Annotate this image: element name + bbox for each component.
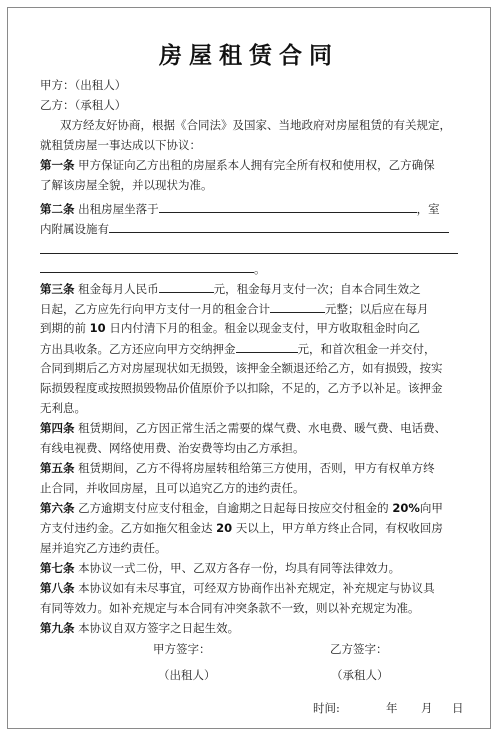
address-blank xyxy=(159,201,417,213)
clause-3-text-2a: 日起，乙方应先行向甲方支付一月的租金合计 xyxy=(40,302,270,316)
facilities-blank-2 xyxy=(40,253,458,254)
clause-2-text-2: ，室 xyxy=(416,202,440,216)
clause-3-line-3 xyxy=(40,321,420,335)
clause-4-line-1 xyxy=(40,421,446,435)
clause-8-text-1: 本协议如有未尽事宜，可经双方协商作出补充规定，补充规定与协议具 xyxy=(78,581,435,595)
clause-1-heading: 第一条 xyxy=(40,158,75,172)
party-a-role: （出租人） xyxy=(158,668,216,682)
year-label: 年 xyxy=(386,701,398,715)
clause-3-line-6: 际损毁程度或按照损毁物品价值原价予以扣除，不足的，乙方予以补足。该押金 xyxy=(40,381,443,395)
clause-3-line-7: 无利息。 xyxy=(40,401,86,415)
clause-3-line-4 xyxy=(40,341,436,356)
days-number: 10 xyxy=(89,321,106,335)
preamble-line-1: 双方经友好协商，根据《合同法》及国家、当地政府对房屋租赁的有关规定， xyxy=(60,118,451,132)
clause-3-text-1b: 元，租金每月支付一次；自本合同生效之 xyxy=(213,282,421,296)
clause-6-text-1b: 向甲 xyxy=(419,501,443,515)
deposit-blank xyxy=(236,341,298,353)
clause-4-text-1: 租赁期间，乙方因正常生活之需要的煤气费、水电费、暖气费、电话费、 xyxy=(78,421,447,435)
clause-2-heading: 第二条 xyxy=(40,202,75,216)
clause-5-line-1 xyxy=(40,461,435,475)
clause-8-line-1 xyxy=(40,581,435,595)
clause-6-text-1a: 乙方逾期支付应支付租金，自逾期之日起每日按应交付租金的 xyxy=(78,501,393,515)
clause-3-text-4a: 方出具收条。乙方还应向甲方交纳押金 xyxy=(40,342,236,356)
clause-6-text-2a: 方支付违约金。乙方如拖欠租金达 xyxy=(40,521,217,535)
month-label: 月 xyxy=(421,701,433,715)
facilities-blank-3 xyxy=(40,261,254,273)
clause-2-line-1 xyxy=(40,201,440,216)
preamble-line-2: 就租赁房屋一事达成以下协议： xyxy=(40,138,201,152)
clause-2-text-3: 内附属设施有 xyxy=(40,222,109,236)
clause-4-heading: 第四条 xyxy=(40,421,75,435)
clause-1-line-1 xyxy=(40,158,435,172)
facilities-blank-1 xyxy=(109,221,449,233)
clause-5-heading: 第五条 xyxy=(40,461,75,475)
party-b-role: （承租人） xyxy=(331,668,389,682)
first-rent-blank xyxy=(270,301,325,313)
clause-6-line-2 xyxy=(40,521,443,535)
overdue-days-number: 20 xyxy=(216,521,233,535)
clause-9-line-1 xyxy=(40,621,239,635)
clause-7-heading: 第七条 xyxy=(40,561,75,575)
party-a-line: 甲方：（出租人） xyxy=(40,78,127,92)
party-b-line: 乙方：（承租人） xyxy=(40,98,127,112)
clause-8-line-2: 有同等效力。如补充规定与本合同有冲突条款不一致，则以补充规定为准。 xyxy=(40,601,420,615)
clause-3-text-3b: 日内付清下月的租金。租金以现金支付，甲方收取租金时向乙 xyxy=(105,321,420,335)
clause-9-heading: 第九条 xyxy=(40,621,75,635)
clause-9-text-1: 本协议自双方签字之日起生效。 xyxy=(78,621,240,635)
party-a-signature-label: 甲方签字： xyxy=(153,642,211,656)
clause-3-text-1a: 租金每月人民币 xyxy=(78,282,159,296)
clause-2-line-4 xyxy=(40,261,266,276)
clause-2-end: 。 xyxy=(254,262,266,276)
clause-1-text-1: 甲方保证向乙方出租的房屋系本人拥有完全所有权和使用权，乙方确保 xyxy=(78,158,435,172)
clause-7-text-1: 本协议一式二份，甲、乙双方各存一份，均具有同等法律效力。 xyxy=(78,561,401,575)
clause-2-text-1: 出租房屋坐落于 xyxy=(78,202,159,216)
contract-page xyxy=(7,7,491,729)
clause-3-text-4b: 元，和首次租金一并交付， xyxy=(297,342,436,356)
clause-7-line-1 xyxy=(40,561,400,575)
clause-6-text-2b: 天以上，甲方单方终止合同，有权收回房 xyxy=(232,521,443,535)
clause-2-line-2 xyxy=(40,221,449,236)
penalty-percent: 20% xyxy=(392,501,420,515)
clause-4-line-2: 有线电视费、网络使用费、治安费等均由乙方承担。 xyxy=(40,441,305,455)
clause-1-line-2: 了解该房屋全貌，并以现状为准。 xyxy=(40,178,213,192)
clause-5-line-2: 止合同，并收回房屋，且可以追究乙方的违约责任。 xyxy=(40,481,305,495)
clause-3-line-1 xyxy=(40,281,421,296)
clause-3-line-5: 合同到期后乙方对房屋现状如无损毁，该押金全额退还给乙方，如有损毁，按实 xyxy=(40,361,443,375)
clause-3-text-3a: 到期的前 xyxy=(40,321,90,335)
contract-title: 房屋租赁合同 xyxy=(159,43,339,69)
clause-5-text-1: 租赁期间，乙方不得将房屋转租给第三方使用，否则，甲方有权单方终 xyxy=(78,461,435,475)
day-label: 日 xyxy=(452,701,464,715)
clause-6-line-3: 屋并追究乙方违约责任。 xyxy=(40,541,167,555)
clause-6-heading: 第六条 xyxy=(40,501,75,515)
clause-3-text-2b: 元整；以后应在每月 xyxy=(325,302,429,316)
clause-3-line-2 xyxy=(40,301,429,316)
clause-6-line-1 xyxy=(40,501,443,515)
clause-8-heading: 第八条 xyxy=(40,581,75,595)
time-label: 时间: xyxy=(313,701,340,715)
party-b-signature-label: 乙方签字： xyxy=(330,642,388,656)
clause-3-heading: 第三条 xyxy=(40,282,75,296)
monthly-rent-blank xyxy=(159,281,214,293)
